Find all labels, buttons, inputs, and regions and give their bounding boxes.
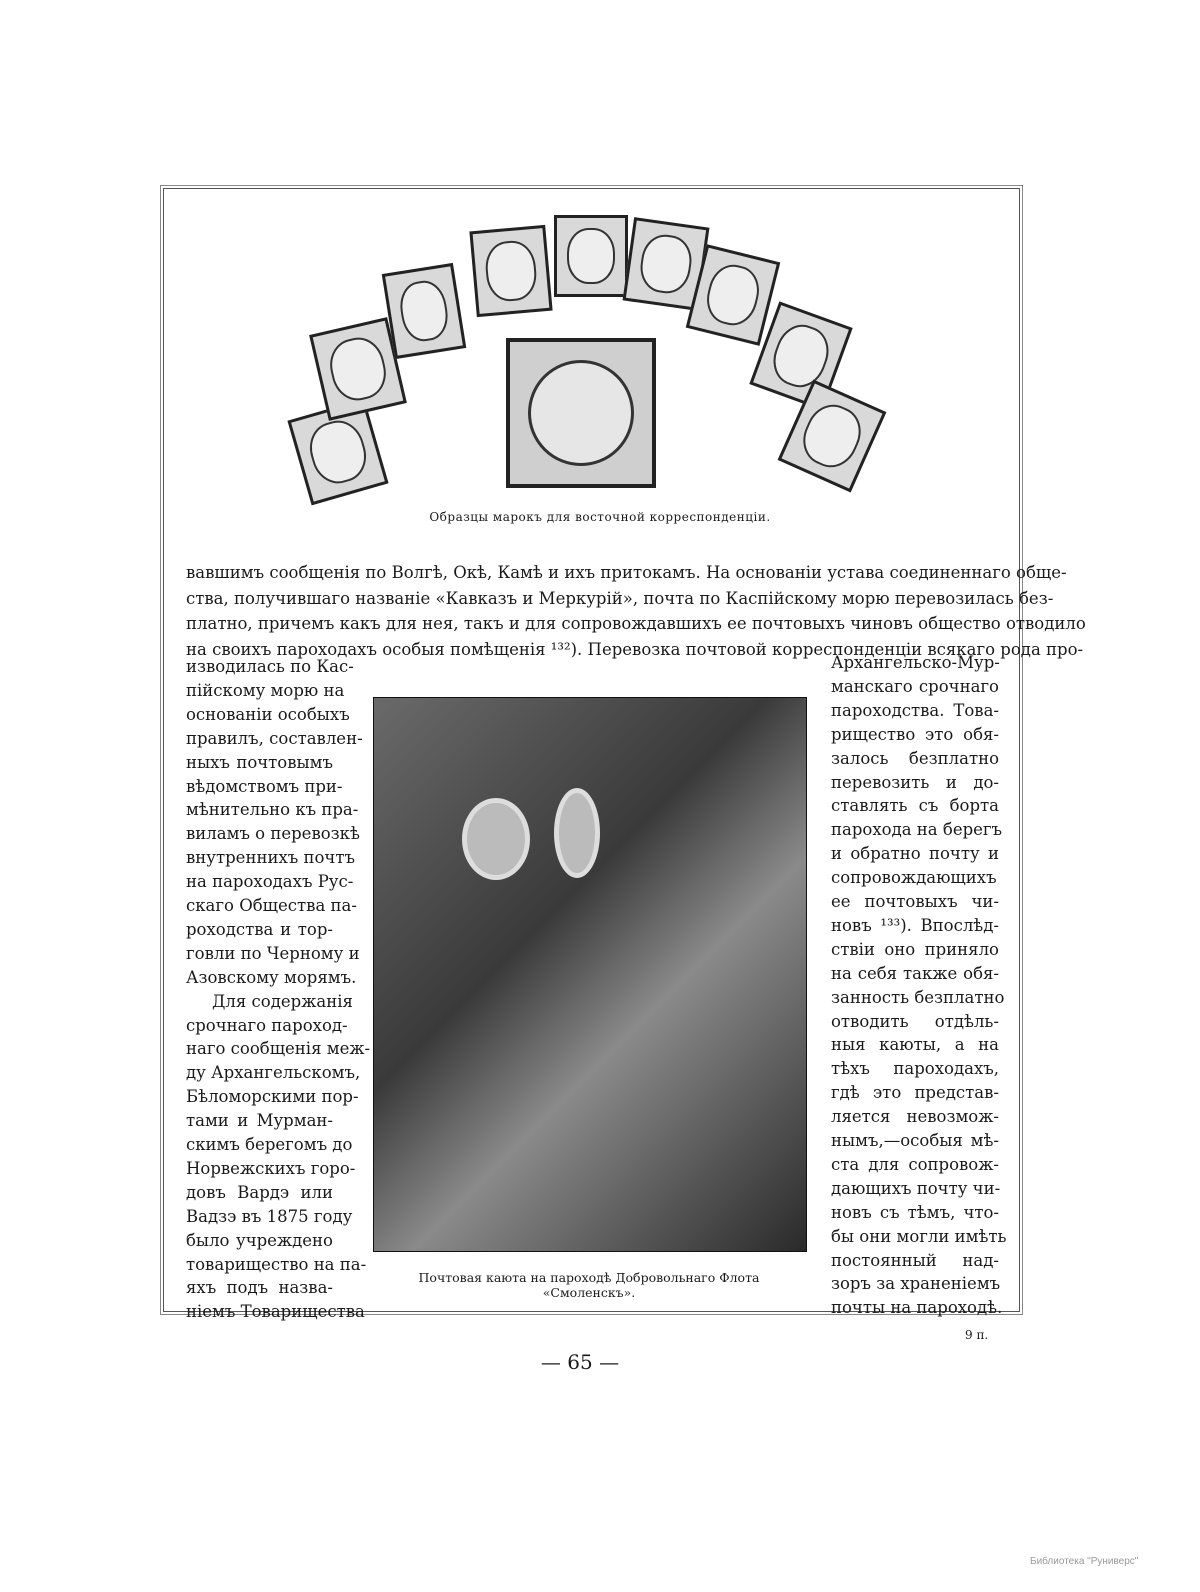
- stamp-image: [469, 225, 552, 317]
- porthole: [554, 788, 600, 878]
- text-line: нымъ,—особыя мѣ-: [831, 1131, 999, 1150]
- stamp-image: [554, 215, 628, 297]
- text-line: мѣнительно къ пра-: [186, 800, 359, 820]
- text-line: пароходства. Това-: [831, 700, 999, 720]
- text-line: довъ Вардэ или: [186, 1182, 333, 1202]
- large-stamp-image: [506, 338, 656, 488]
- text-line: парохода на берегъ: [831, 820, 1003, 840]
- text-line: яхъ подъ назва-: [186, 1278, 333, 1298]
- text-line: изводилась по Кас-: [186, 657, 354, 676]
- text-line: на своихъ пароходахъ особыя помѣщенія ¹³²). Перевозка почтовой корреспонденціи всякаго рода про-: [186, 639, 1084, 659]
- text-line: было учреждено: [186, 1230, 333, 1250]
- text-line: ставлять съ борта: [831, 796, 999, 816]
- text-line: пійскому морю на: [186, 680, 345, 700]
- text-line: скимъ берегомъ до: [186, 1135, 353, 1154]
- text-line: скаго Общества па-: [186, 896, 357, 915]
- text-line: товарищество на па-: [186, 1254, 367, 1274]
- text-line: ныхъ почтовымъ: [186, 752, 333, 772]
- text-line: правилъ, составлен-: [186, 728, 363, 748]
- text-line: говли по Черному и: [186, 943, 360, 963]
- text-line: ста для сопровож-: [831, 1154, 999, 1174]
- signature-mark: 9 п.: [965, 1328, 989, 1342]
- text-line: Архангельско-Мур-: [831, 653, 1000, 672]
- text-line: ее почтовыхъ чи-: [831, 892, 999, 911]
- text-line: гдѣ это представ-: [831, 1083, 999, 1103]
- text-line: тѣхъ пароходахъ,: [831, 1059, 999, 1079]
- text-line: вѣдомствомъ при-: [186, 776, 343, 796]
- text-line: бы они могли имѣть: [831, 1226, 1007, 1246]
- stamps-caption: Образцы марокъ для восточной корреспонденціи.: [429, 510, 771, 524]
- text-line: почты на пароходѣ.: [831, 1298, 1003, 1318]
- text-line: вавшимъ сообщенія по Волгѣ, Окѣ, Камѣ и ихъ притокамъ. На основаніи устава соединеннаго обще-: [186, 563, 1067, 582]
- text-line: Азовскому морямъ.: [186, 967, 357, 987]
- text-line: основаніи особыхъ: [186, 704, 350, 724]
- cabin-photograph: [373, 697, 807, 1252]
- text-line: зоръ за храненіемъ: [831, 1274, 1001, 1294]
- text-line: новъ ¹³³). Впослѣд-: [831, 915, 999, 935]
- text-line: дающихъ почту чи-: [831, 1178, 1001, 1198]
- text-line: на себя также обя-: [831, 963, 999, 983]
- text-line: тами и Мурман-: [186, 1111, 333, 1131]
- text-line: перевозить и до-: [831, 772, 999, 792]
- page-number: — 65 —: [540, 1350, 620, 1374]
- text-line: сопровождающихъ: [831, 868, 997, 888]
- text-line: ства, получившаго названіе «Кавказъ и Меркурій», почта по Каспійскому морю перевозилась без-: [186, 588, 1054, 608]
- text-line: манскаго срочнаго: [831, 676, 999, 696]
- porthole: [462, 798, 530, 880]
- text-line: ляется невозмож-: [831, 1107, 999, 1127]
- text-line: новъ съ тѣмъ, что-: [831, 1202, 999, 1222]
- text-line: Бѣломорскими пор-: [186, 1087, 359, 1107]
- text-line: ныя каюты, а на: [831, 1035, 999, 1055]
- text-line: ніемъ Товарищества: [186, 1302, 365, 1322]
- text-line: рищество это обя-: [831, 724, 999, 744]
- text-line: занность безплатно: [831, 987, 1005, 1007]
- text-line: срочнаго пароход-: [186, 1015, 348, 1035]
- text-line: наго сообщенія меж-: [186, 1039, 371, 1059]
- text-line: роходства и тор-: [186, 919, 333, 939]
- text-line: виламъ о перевозкѣ: [186, 824, 360, 844]
- photo-caption: Почтовая каюта на пароходѣ Добровольнаго Флота «Смоленскъ».: [418, 1270, 760, 1300]
- text-line: постоянный над-: [831, 1250, 999, 1270]
- text-line: и обратно почту и: [831, 844, 999, 864]
- text-line: Вадзэ въ 1875 году: [186, 1206, 353, 1226]
- text-line: залось безплатно: [831, 748, 999, 768]
- text-line: внутреннихъ почтъ: [186, 848, 355, 868]
- text-line: на пароходахъ Рус-: [186, 872, 354, 892]
- text-line: платно, причемъ какъ для нея, такъ и для сопровождавшихъ ее почтовыхъ чиновъ общество отводило: [186, 614, 1086, 633]
- text-line: ду Архангельскомъ,: [186, 1063, 361, 1083]
- text-line: Норвежскихъ горо-: [186, 1158, 356, 1178]
- stamp-image: [382, 263, 467, 359]
- text-line: отводить отдѣль-: [831, 1011, 999, 1031]
- text-line: ствіи оно приняло: [831, 939, 999, 959]
- text-line: Для содержанія: [212, 991, 353, 1011]
- library-watermark: Библиотека "Руниверс": [1030, 1556, 1139, 1567]
